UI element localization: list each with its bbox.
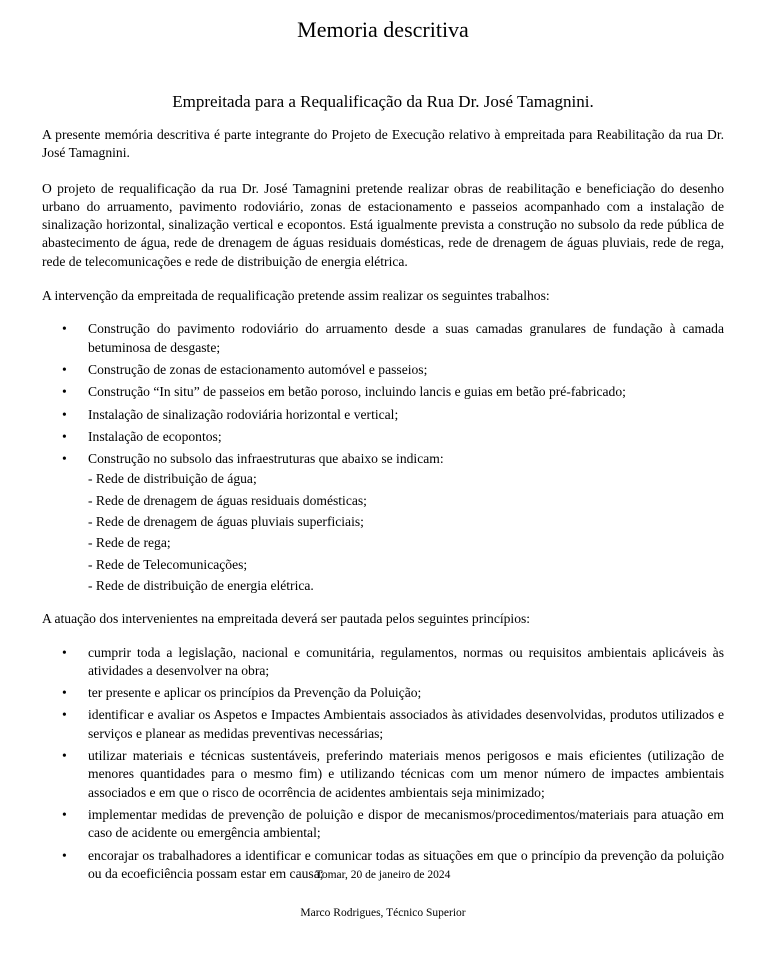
bullet-icon: • bbox=[62, 707, 67, 723]
list-item bbox=[42, 806, 724, 843]
sublist-item: - Rede de drenagem de águas pluviais superficiais; bbox=[88, 514, 364, 530]
bullet-icon: • bbox=[62, 361, 67, 377]
sublist-item: - Rede de rega; bbox=[88, 535, 171, 551]
list-item bbox=[42, 684, 724, 702]
list-item-text: Instalação de ecopontos; bbox=[88, 428, 222, 444]
list-item-text: Instalação de sinalização rodoviária horizontal e vertical; bbox=[88, 406, 399, 422]
bullet-icon: • bbox=[62, 451, 67, 467]
works-lead-paragraph: A intervenção da empreitada de requalificação pretende assim realizar os seguintes trabalhos: bbox=[42, 288, 550, 304]
document-title: Memoria descritiva bbox=[297, 17, 469, 42]
sublist-item: - Rede de distribuição de energia elétrica. bbox=[88, 577, 314, 593]
bullet-icon: • bbox=[62, 384, 67, 400]
bullet-icon: • bbox=[62, 428, 67, 444]
bullet-icon: • bbox=[62, 748, 67, 764]
works-list bbox=[42, 320, 724, 595]
list-item bbox=[42, 644, 724, 681]
list-item-text: Construção de zonas de estacionamento automóvel e passeios; bbox=[88, 361, 428, 377]
list-item-text: utilizar materiais e técnicas sustentáveis, preferindo materiais menos perigosos e mais eficientes (utilização de menores quantidades para o mesmo fim) e utilizando técnicas com um menor número de impactes ambientais associados e em que o risco de ocorrência de acidentes ambientais seja minimizado; bbox=[88, 748, 724, 800]
place-and-date: Tomar, 20 de janeiro de 2024 bbox=[315, 869, 451, 881]
bullet-icon: • bbox=[62, 847, 67, 863]
list-item-text: cumprir toda a legislação, nacional e comunitária, regulamentos, normas ou requisitos ambientais aplicáveis às atividades a desenvolver na obra; bbox=[88, 644, 724, 678]
sublist-item: - Rede de drenagem de águas residuais domésticas; bbox=[88, 492, 367, 508]
principles-lead-paragraph: A atuação dos intervenientes na empreitada deverá ser pautada pelos seguintes princípios: bbox=[42, 611, 531, 627]
infrastructure-sublist bbox=[88, 470, 724, 595]
bullet-icon: • bbox=[62, 806, 67, 822]
bullet-icon: • bbox=[62, 685, 67, 701]
list-item-text: Construção no subsolo das infraestruturas que abaixo se indicam: bbox=[88, 451, 444, 467]
intro-paragraph: A presente memória descritiva é parte integrante do Projeto de Execução relativo à empreitada para Reabilitação da rua Dr. José Tamagnini. bbox=[42, 127, 724, 161]
list-item bbox=[42, 450, 724, 595]
document-subtitle: Empreitada para a Requalificação da Rua Dr. José Tamagnini. bbox=[172, 92, 594, 111]
list-item-text: ter presente e aplicar os princípios da Prevenção da Poluição; bbox=[88, 685, 422, 701]
bullet-icon: • bbox=[62, 321, 67, 337]
sublist-item: - Rede de distribuição de água; bbox=[88, 471, 257, 487]
list-item bbox=[42, 383, 724, 401]
sublist-item: - Rede de Telecomunicações; bbox=[88, 556, 248, 572]
principles-list bbox=[42, 644, 724, 884]
list-item-text: encorajar os trabalhadores a identificar e comunicar todas as situações em que o princípio da prevenção da poluição ou da ecoeficiência possam estar em causa; bbox=[88, 847, 724, 881]
list-item-text: Construção do pavimento rodoviário do arruamento desde a suas camadas granulares de fundação à camada betuminosa de desgaste; bbox=[88, 321, 724, 355]
list-item-text: implementar medidas de prevenção de poluição e dispor de mecanismos/procedimentos/materiais para atuação em caso de acidente ou emergência ambiental; bbox=[88, 806, 724, 841]
list-item bbox=[42, 320, 724, 357]
list-item bbox=[42, 406, 724, 424]
bullet-icon: • bbox=[62, 644, 67, 660]
list-item-text: identificar e avaliar os Aspetos e Impactes Ambientais associados às atividades desenvolvidas, produtos utilizados e serviços e planear as medidas preventivas necessárias; bbox=[88, 707, 724, 741]
list-item bbox=[42, 428, 724, 446]
list-item bbox=[42, 747, 724, 802]
signature: Marco Rodrigues, Técnico Superior bbox=[300, 907, 466, 919]
bullet-icon: • bbox=[62, 406, 67, 422]
list-item bbox=[42, 361, 724, 379]
scope-paragraph: O projeto de requalificação da rua Dr. José Tamagnini pretende realizar obras de reabilitação e beneficiação do desenho urbano do arruamento, pavimento rodoviário, zonas de estacionamento e passeios acompanhado com a instalação de sinalização horizontal, sinalização vertical e ecopontos. Está igualmente prevista a construção no subsolo da rede pública de abastecimento de água, rede de drenagem de águas residuais domésticas, rede de drenagem de águas pluviais, rede de rega, rede de telecomunicações e rede de distribuição de energia elétrica. bbox=[42, 180, 724, 269]
list-item bbox=[42, 706, 724, 743]
list-item-text: Construção “In situ” de passeios em betão poroso, incluindo lancis e guias em betão pré-fabricado; bbox=[88, 384, 626, 400]
document-body bbox=[42, 126, 724, 887]
